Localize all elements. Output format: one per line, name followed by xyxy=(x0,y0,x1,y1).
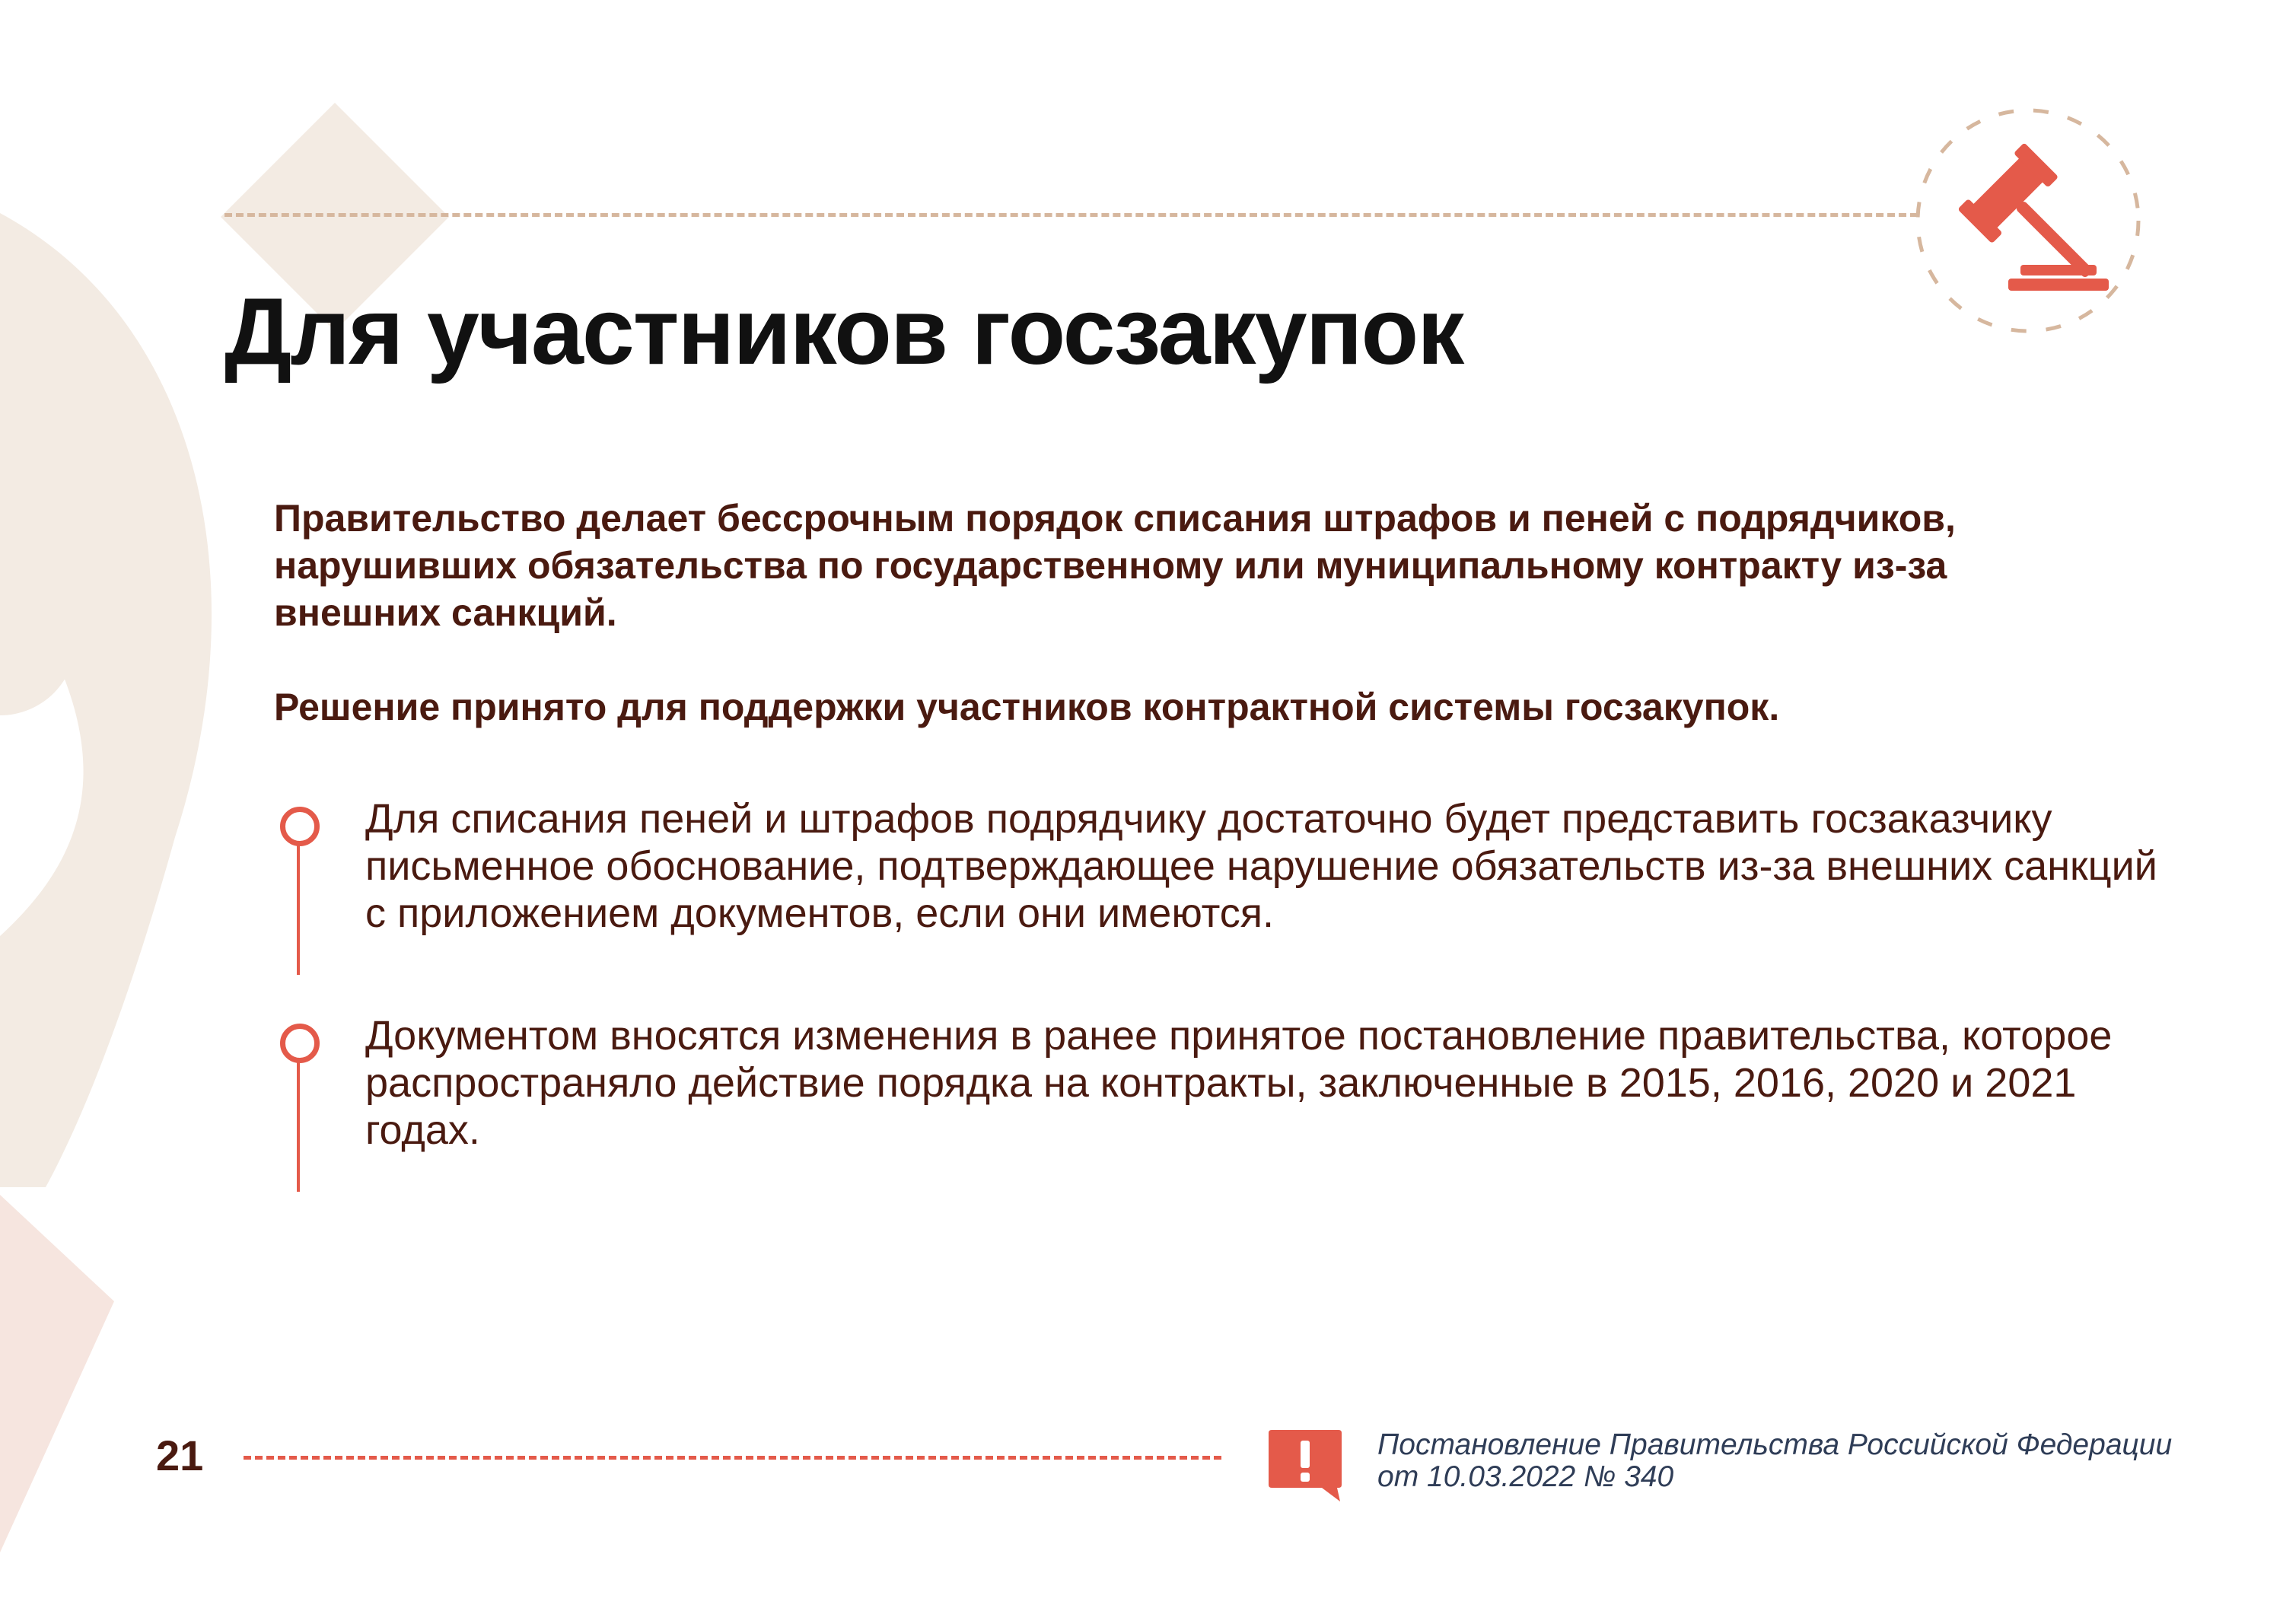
bullet-circle-icon xyxy=(280,807,320,846)
source-reference: Постановление Правительства Российской Федерации от 10.03.2022 № 340 xyxy=(1377,1428,2173,1493)
bullet-text: Для списания пеней и штрафов подрядчику достаточно будет представить госзаказчику письменное обоснование, подтверждающее нарушение обязательств из-за внешних санкций с приложением документов, если они имеются. xyxy=(365,796,2157,936)
gavel-icon xyxy=(1906,99,2150,342)
bullet-connector xyxy=(297,1062,300,1192)
lead-paragraph: Правительство делает бессрочным порядок списания штрафов и пеней с подрядчиков, нарушивших обязательства по государственному или муниципальному контракту из-за внешних санкций. xyxy=(274,497,1956,634)
bullet-connector xyxy=(297,845,300,975)
lead-paragraph: Решение принято для поддержки участников контрактной системы госзакупок. xyxy=(274,686,1780,728)
decor-lower xyxy=(0,1195,114,1552)
bullet-text: Документом вносятся изменения в ранее принятое постановление правительства, которое распространяло действие порядка на контракты, заключенные в 2015, 2016, 2020 и 2021 годах. xyxy=(365,1013,2113,1153)
alert-icon xyxy=(1267,1427,1343,1503)
bottom-dashed-rule xyxy=(244,1456,1221,1460)
bullet-item xyxy=(274,1012,2176,1154)
top-dashed-rule xyxy=(224,213,1918,217)
page-title: Для участников госзакупок xyxy=(224,279,1463,384)
bullet-circle-icon xyxy=(280,1024,320,1063)
bullet-list xyxy=(274,795,2176,1154)
page-number: 21 xyxy=(156,1431,204,1479)
bullet-item xyxy=(274,795,2176,1012)
